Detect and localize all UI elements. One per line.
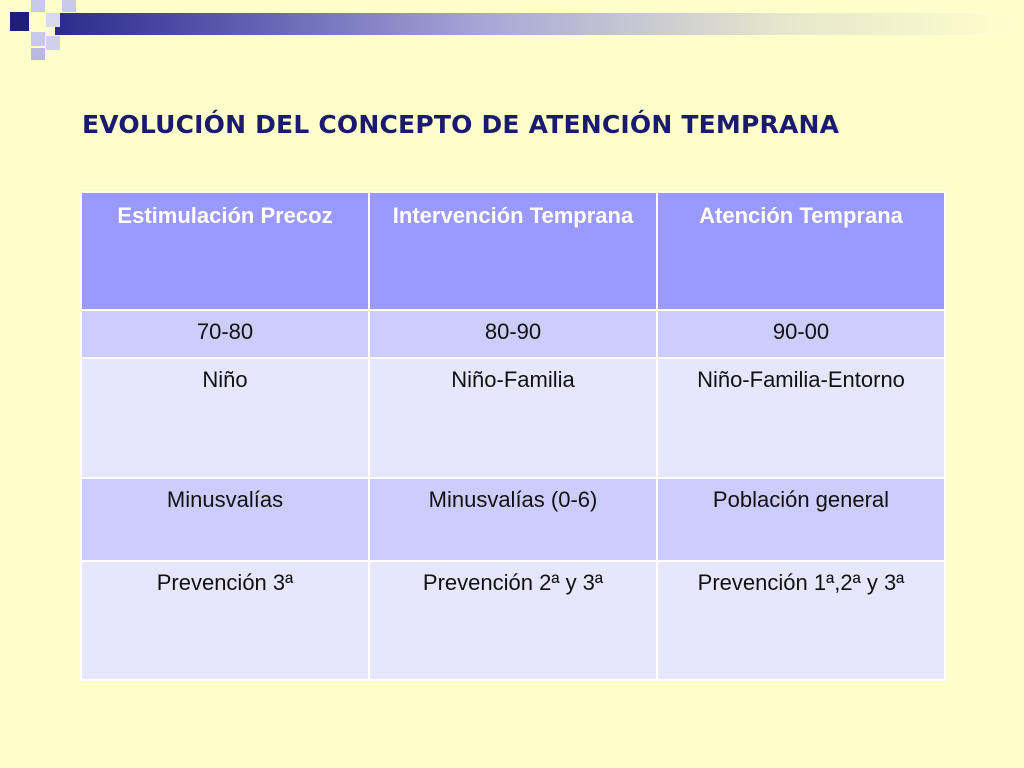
table-cell: 70-80 (81, 310, 369, 358)
slide-title: EVOLUCIÓN DEL CONCEPTO DE ATENCIÓN TEMPRANA (82, 110, 840, 139)
decor-square (31, 0, 45, 12)
table-cell: Población general (657, 478, 945, 561)
header-cell-intervencion: Intervención Temprana (369, 192, 657, 310)
table-cell: 80-90 (369, 310, 657, 358)
table-cell: 90-00 (657, 310, 945, 358)
table-cell: Niño (81, 358, 369, 478)
decor-square (10, 12, 29, 31)
table-header-row (81, 192, 945, 310)
decor-square (31, 32, 45, 46)
decor-square (46, 36, 60, 50)
table-cell: Niño-Familia (369, 358, 657, 478)
header-cell-atencion: Atención Temprana (657, 192, 945, 310)
table-row (81, 561, 945, 680)
decorative-banner (0, 0, 1024, 64)
decor-square (31, 48, 45, 60)
table-cell: Prevención 3ª (81, 561, 369, 680)
header-cell-estimulacion: Estimulación Precoz (81, 192, 369, 310)
table-cell: Prevención 2ª y 3ª (369, 561, 657, 680)
table-cell: Minusvalías (81, 478, 369, 561)
table-cell: Niño-Familia-Entorno (657, 358, 945, 478)
table-row (81, 478, 945, 561)
evolution-table (80, 191, 946, 681)
table-row (81, 358, 945, 478)
decor-square (46, 13, 60, 27)
table-row (81, 310, 945, 358)
table-cell: Prevención 1ª,2ª y 3ª (657, 561, 945, 680)
decor-square (62, 0, 76, 12)
table-cell: Minusvalías (0-6) (369, 478, 657, 561)
gradient-bar (55, 13, 1024, 35)
